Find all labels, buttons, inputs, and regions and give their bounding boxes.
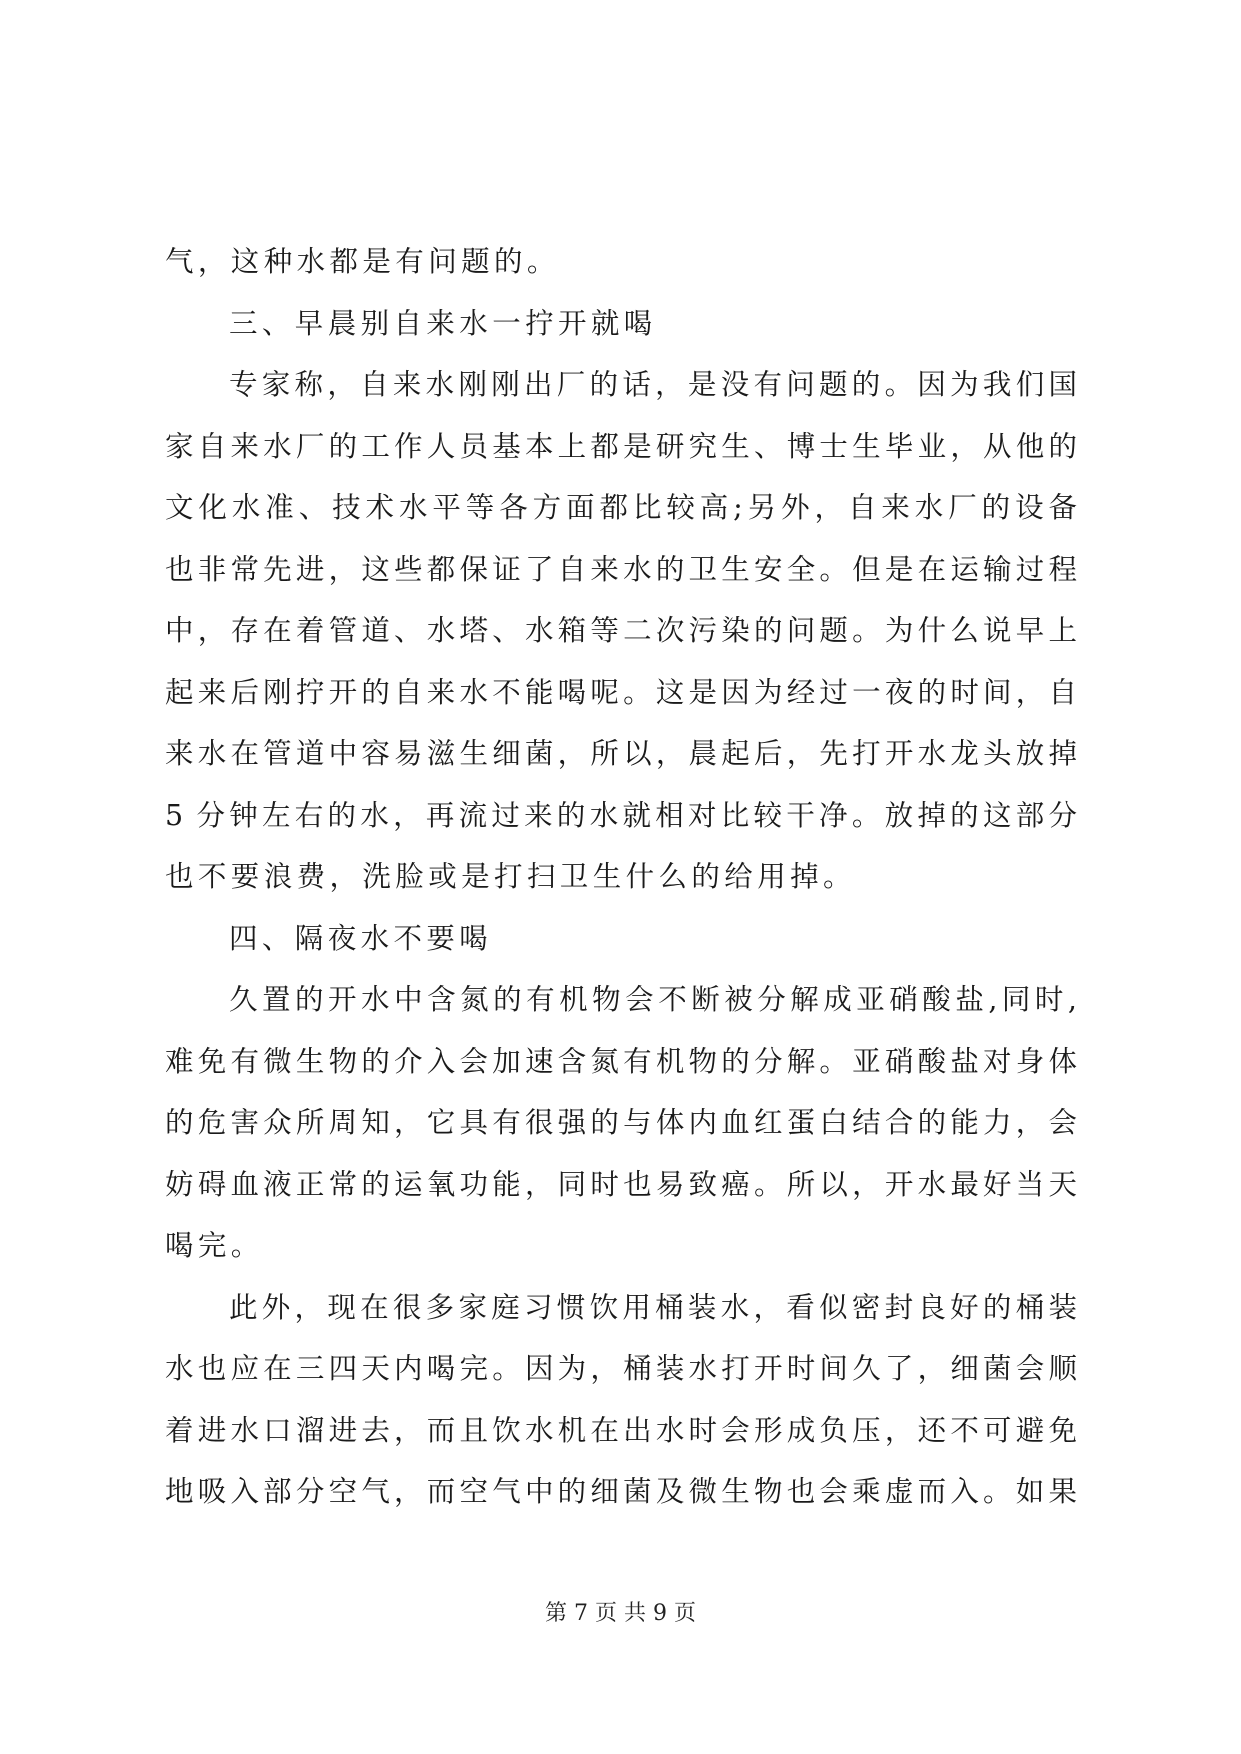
paragraph-line: 也非常先进，这些都保证了自来水的卫生安全。但是在运输过程 (165, 552, 1077, 586)
paragraph-line: 起来后刚拧开的自来水不能喝呢。这是因为经过一夜的时间，自 (165, 675, 1077, 709)
paragraph-line: 5 分钟左右的水，再流过来的水就相对比较干净。放掉的这部分 (165, 798, 1077, 832)
document-body (165, 231, 1077, 1523)
paragraph-line: 中，存在着管道、水塔、水箱等二次污染的问题。为什么说早上 (165, 614, 1077, 647)
paragraph-line: 也不要浪费，洗脸或是打扫卫生什么的给用掉。 (165, 860, 856, 893)
paragraph-line: 水也应在三四天内喝完。因为，桶装水打开时间久了，细菌会顺 (165, 1352, 1077, 1385)
page-number-footer: 第 7 页 共 9 页 (545, 1601, 696, 1626)
paragraph-line: 此外，现在很多家庭习惯饮用桶装水，看似密封良好的桶装 (229, 1290, 1077, 1324)
paragraph-line: 家自来水厂的工作人员基本上都是研究生、博士生毕业，从他的 (165, 429, 1077, 463)
paragraph-line: 久置的开水中含氮的有机物会不断被分解成亚硝酸盐,同时, (229, 983, 1077, 1016)
paragraph-line: 专家称，自来水刚刚出厂的话，是没有问题的。因为我们国 (229, 368, 1077, 401)
paragraph-line: 喝完。 (165, 1229, 264, 1262)
paragraph-line: 文化水准、技术水平等各方面都比较高;另外，自来水厂的设备 (165, 491, 1077, 524)
paragraph-line: 来水在管道中容易滋生细菌，所以，晨起后，先打开水龙头放掉 (165, 737, 1077, 770)
paragraph-line: 妨碍血液正常的运氧功能，同时也易致癌。所以，开水最好当天 (165, 1167, 1077, 1201)
paragraph-line: 气，这种水都是有问题的。 (165, 245, 560, 278)
paragraph-line: 的危害众所周知，它具有很强的与体内血红蛋白结合的能力，会 (165, 1106, 1077, 1139)
section-heading: 四、隔夜水不要喝 (229, 921, 493, 955)
paragraph-line: 难免有微生物的介入会加速含氮有机物的分解。亚硝酸盐对身体 (165, 1044, 1077, 1078)
paragraph-line: 着进水口溜进去，而且饮水机在出水时会形成负压，还不可避免 (165, 1413, 1077, 1447)
section-heading: 三、早晨别自来水一拧开就喝 (229, 306, 657, 340)
paragraph-line: 地吸入部分空气，而空气中的细菌及微生物也会乘虚而入。如果 (165, 1475, 1077, 1508)
